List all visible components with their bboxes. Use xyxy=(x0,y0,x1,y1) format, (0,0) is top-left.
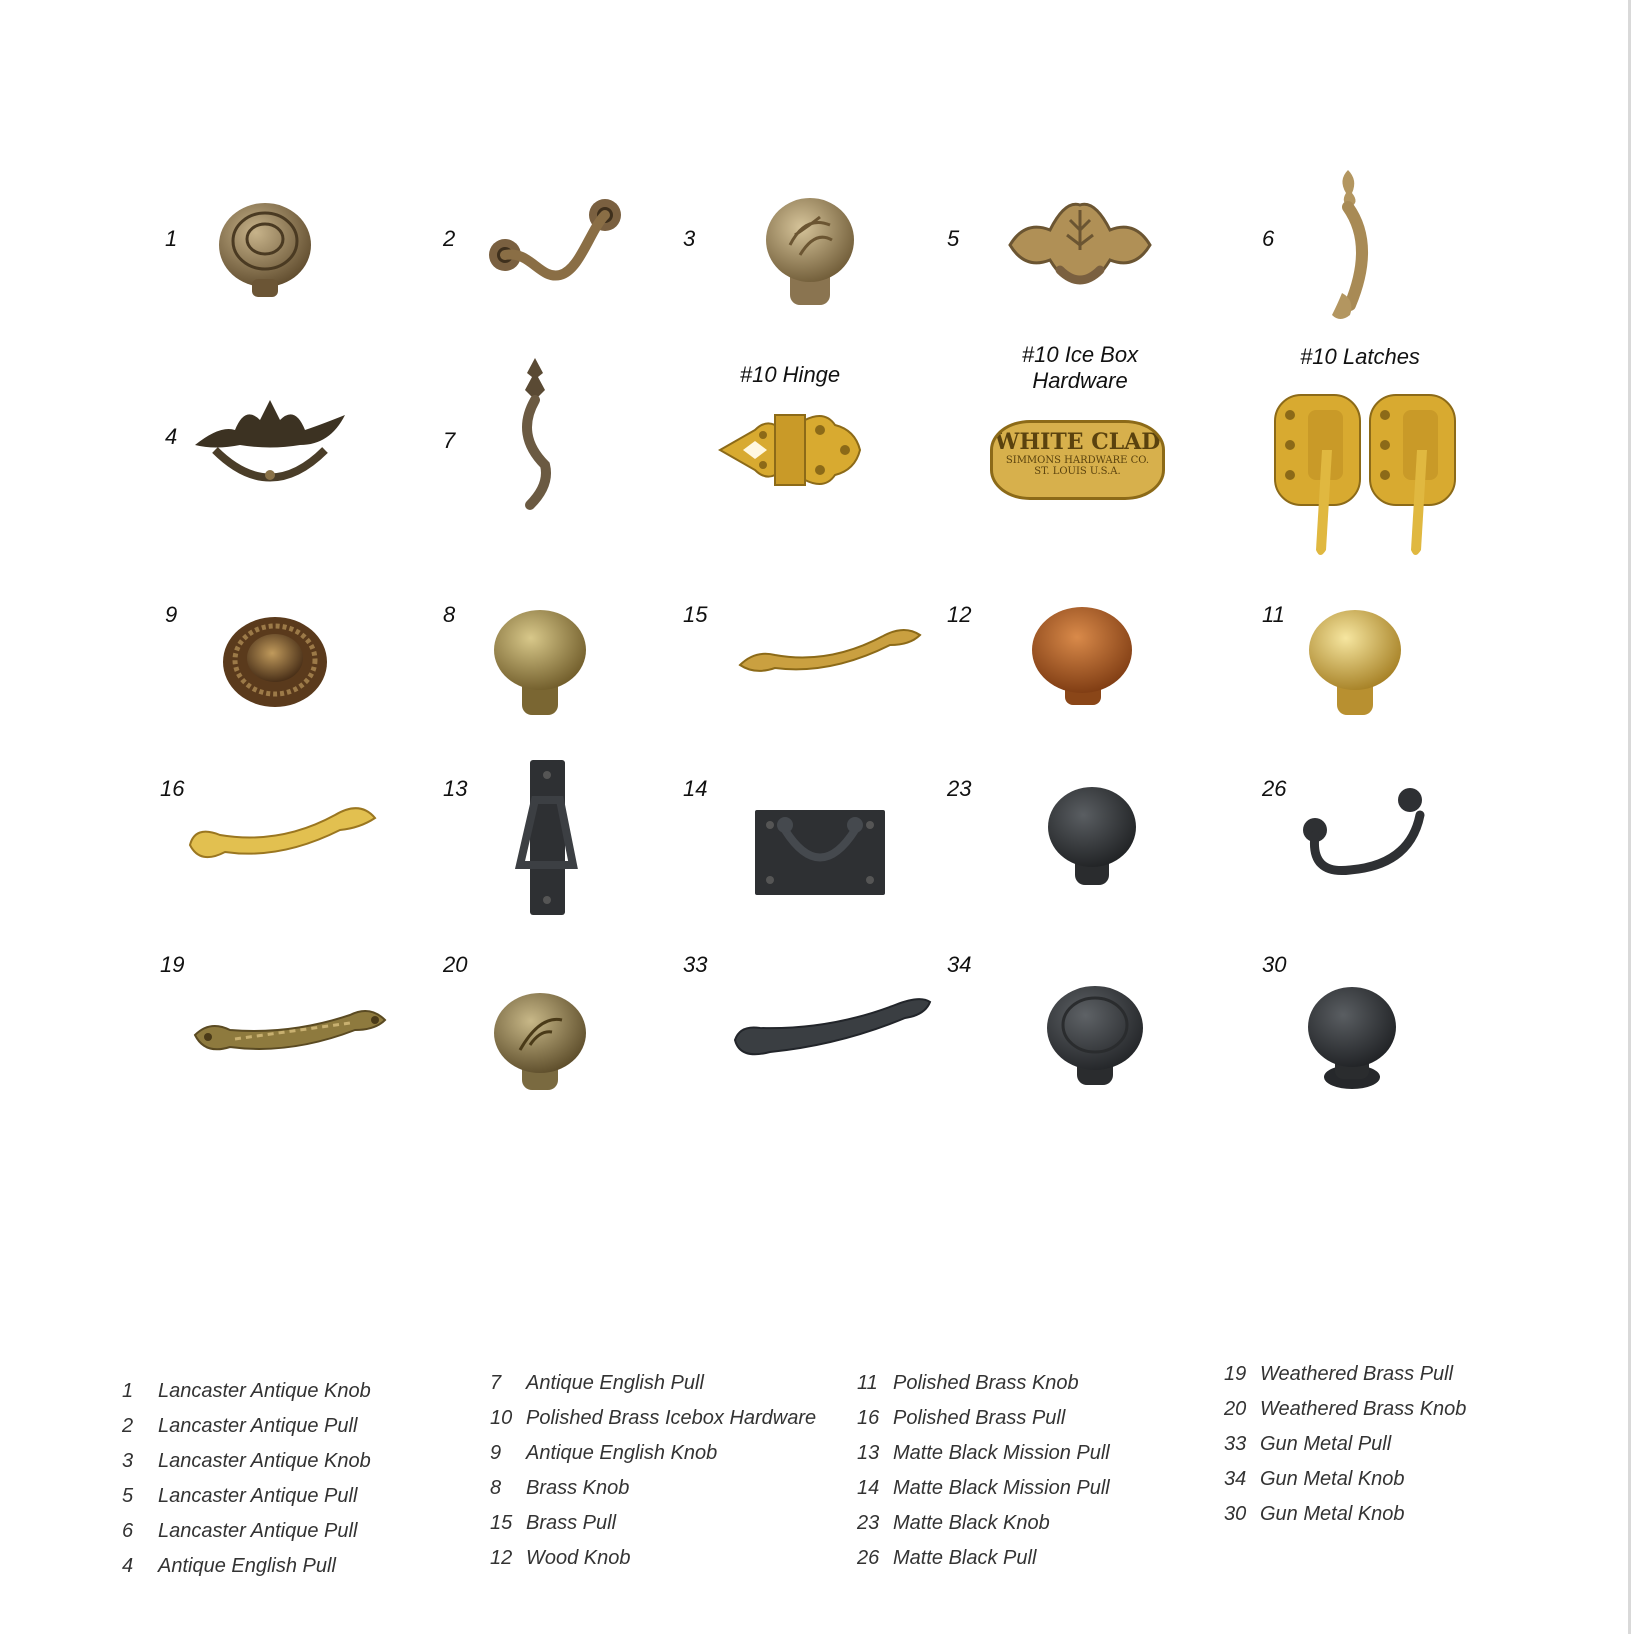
legend-item xyxy=(857,1407,1065,1430)
legend-number: 3 xyxy=(122,1450,134,1472)
legend-name: Antique English Pull xyxy=(526,1372,704,1394)
legend-name: Lancaster Antique Knob xyxy=(158,1380,371,1402)
lancaster-antique-pull-2 xyxy=(480,190,630,300)
legend-number: 8 xyxy=(490,1477,502,1499)
legend-name: Weathered Brass Knob xyxy=(1260,1398,1467,1420)
legend-number: 13 xyxy=(857,1442,880,1464)
item-number: 3 xyxy=(683,226,696,251)
legend-item xyxy=(857,1442,1110,1465)
icebox-hardware-caption: #10 Ice Box Hardware xyxy=(1021,342,1139,393)
legend-number: 6 xyxy=(122,1520,134,1542)
legend-number: 7 xyxy=(490,1372,502,1394)
legend-name: Polished Brass Pull xyxy=(893,1407,1066,1429)
polished-brass-hinge xyxy=(715,405,865,495)
lancaster-antique-pull-5 xyxy=(1005,195,1155,295)
legend-name: Brass Knob xyxy=(526,1477,630,1499)
antique-english-pull-7 xyxy=(505,355,565,515)
legend-name: Gun Metal Knob xyxy=(1260,1468,1405,1490)
item-number: 11 xyxy=(1262,602,1285,627)
legend-item xyxy=(490,1442,717,1465)
legend-item xyxy=(490,1407,816,1430)
legend-name: Lancaster Antique Pull xyxy=(158,1520,358,1542)
legend-name: Polished Brass Icebox Hardware xyxy=(526,1407,817,1429)
antique-english-knob-9 xyxy=(220,612,330,712)
legend-number: 2 xyxy=(122,1415,134,1437)
legend-item xyxy=(1224,1363,1453,1386)
legend-number: 5 xyxy=(122,1485,134,1507)
legend-name: Brass Pull xyxy=(526,1512,617,1534)
item-number: 34 xyxy=(947,952,972,977)
legend-name: Polished Brass Knob xyxy=(893,1372,1079,1394)
legend-name: Gun Metal Knob xyxy=(1260,1503,1405,1525)
legend-number: 34 xyxy=(1224,1468,1247,1490)
legend-name: Matte Black Knob xyxy=(893,1512,1050,1534)
lancaster-antique-pull-6 xyxy=(1320,165,1380,325)
plate-brand: WHITE CLAD xyxy=(994,429,1161,455)
weathered-brass-knob-20 xyxy=(490,990,590,1095)
item-number: 7 xyxy=(443,428,456,453)
legend-item xyxy=(122,1485,357,1508)
item-number: 4 xyxy=(165,424,178,449)
polished-brass-latches xyxy=(1270,390,1460,565)
legend-name: Weathered Brass Pull xyxy=(1260,1363,1454,1385)
brass-knob-8 xyxy=(490,605,590,720)
item-number: 12 xyxy=(947,602,972,627)
item-number: 26 xyxy=(1262,776,1287,801)
legend-number: 33 xyxy=(1224,1433,1247,1455)
legend-item xyxy=(122,1520,357,1543)
legend-number: 15 xyxy=(490,1512,513,1534)
legend-name: Gun Metal Pull xyxy=(1260,1433,1392,1455)
item-number: 20 xyxy=(443,952,468,977)
polished-brass-knob-11 xyxy=(1305,605,1405,720)
matte-black-mission-pull-14 xyxy=(750,795,890,900)
legend-item xyxy=(490,1477,629,1500)
legend-item xyxy=(857,1372,1079,1395)
legend-number: 20 xyxy=(1224,1398,1247,1420)
legend-item xyxy=(122,1415,357,1438)
lancaster-antique-knob-3 xyxy=(760,195,860,310)
item-number: 2 xyxy=(443,226,456,251)
item-number: 15 xyxy=(683,602,708,627)
legend-item xyxy=(1224,1433,1391,1456)
plate-maker: SIMMONS HARDWARE CO. xyxy=(1005,455,1150,466)
item-number: 6 xyxy=(1262,226,1275,251)
item-number: 8 xyxy=(443,602,456,627)
item-number: 30 xyxy=(1262,952,1287,977)
item-number: 13 xyxy=(443,776,468,801)
item-number: 1 xyxy=(165,226,178,251)
item-number: 14 xyxy=(683,776,708,801)
legend-number: 23 xyxy=(857,1512,880,1534)
gun-metal-pull-33 xyxy=(730,990,935,1060)
legend-item xyxy=(857,1512,1050,1535)
item-number: 33 xyxy=(683,952,708,977)
legend-item xyxy=(1224,1503,1405,1526)
legend-item xyxy=(857,1547,1036,1570)
legend-name: Lancaster Antique Pull xyxy=(158,1415,358,1437)
item-number: 16 xyxy=(160,776,185,801)
legend-item xyxy=(122,1380,371,1403)
legend-item xyxy=(1224,1398,1466,1421)
legend-number: 11 xyxy=(857,1372,878,1394)
item-number: 5 xyxy=(947,226,960,251)
legend-number: 12 xyxy=(490,1547,513,1569)
plate-city: ST. LOUIS U.S.A. xyxy=(1034,466,1121,477)
legend-item xyxy=(490,1547,631,1570)
item-number: 19 xyxy=(160,952,185,977)
legend-number: 1 xyxy=(122,1380,134,1402)
legend-item xyxy=(490,1372,704,1395)
legend-item xyxy=(122,1450,371,1473)
legend-number: 4 xyxy=(122,1555,134,1577)
legend-number: 19 xyxy=(1224,1363,1247,1385)
legend-number: 14 xyxy=(857,1477,880,1499)
item-number: 9 xyxy=(165,602,178,627)
legend-item xyxy=(857,1477,1110,1500)
legend-item xyxy=(490,1512,616,1535)
brass-pull-15 xyxy=(735,620,925,680)
legend-number: 10 xyxy=(490,1407,513,1429)
legend-item xyxy=(122,1555,336,1578)
weathered-brass-pull-19 xyxy=(190,995,390,1060)
gun-metal-knob-30 xyxy=(1305,985,1400,1095)
legend-name: Antique English Pull xyxy=(158,1555,336,1577)
legend-name: Matte Black Mission Pull xyxy=(893,1477,1110,1499)
legend-number: 9 xyxy=(490,1442,502,1464)
latches-caption: #10 Latches xyxy=(1300,344,1420,369)
legend-name: Lancaster Antique Pull xyxy=(158,1485,358,1507)
antique-english-pull-4 xyxy=(190,395,350,495)
legend-number: 26 xyxy=(857,1547,880,1569)
legend-name: Lancaster Antique Knob xyxy=(158,1450,371,1472)
hinge-caption: #10 Hinge xyxy=(739,362,841,387)
legend-name: Antique English Knob xyxy=(526,1442,718,1464)
white-clad-plate xyxy=(990,420,1165,500)
matte-black-mission-pull-13 xyxy=(515,755,580,920)
legend-name: Wood Knob xyxy=(526,1547,631,1569)
matte-black-knob-23 xyxy=(1045,785,1140,890)
gun-metal-knob-34 xyxy=(1045,985,1145,1090)
polished-brass-pull-16 xyxy=(185,800,380,865)
legend-number: 16 xyxy=(857,1407,880,1429)
legend-number: 30 xyxy=(1224,1503,1247,1525)
item-number: 23 xyxy=(947,776,972,801)
legend-name: Matte Black Mission Pull xyxy=(893,1442,1110,1464)
lancaster-antique-knob-1 xyxy=(210,195,320,305)
legend-item xyxy=(1224,1468,1405,1491)
wood-knob-12 xyxy=(1030,605,1135,710)
legend-name: Matte Black Pull xyxy=(893,1547,1037,1569)
matte-black-pull-26 xyxy=(1290,780,1445,890)
